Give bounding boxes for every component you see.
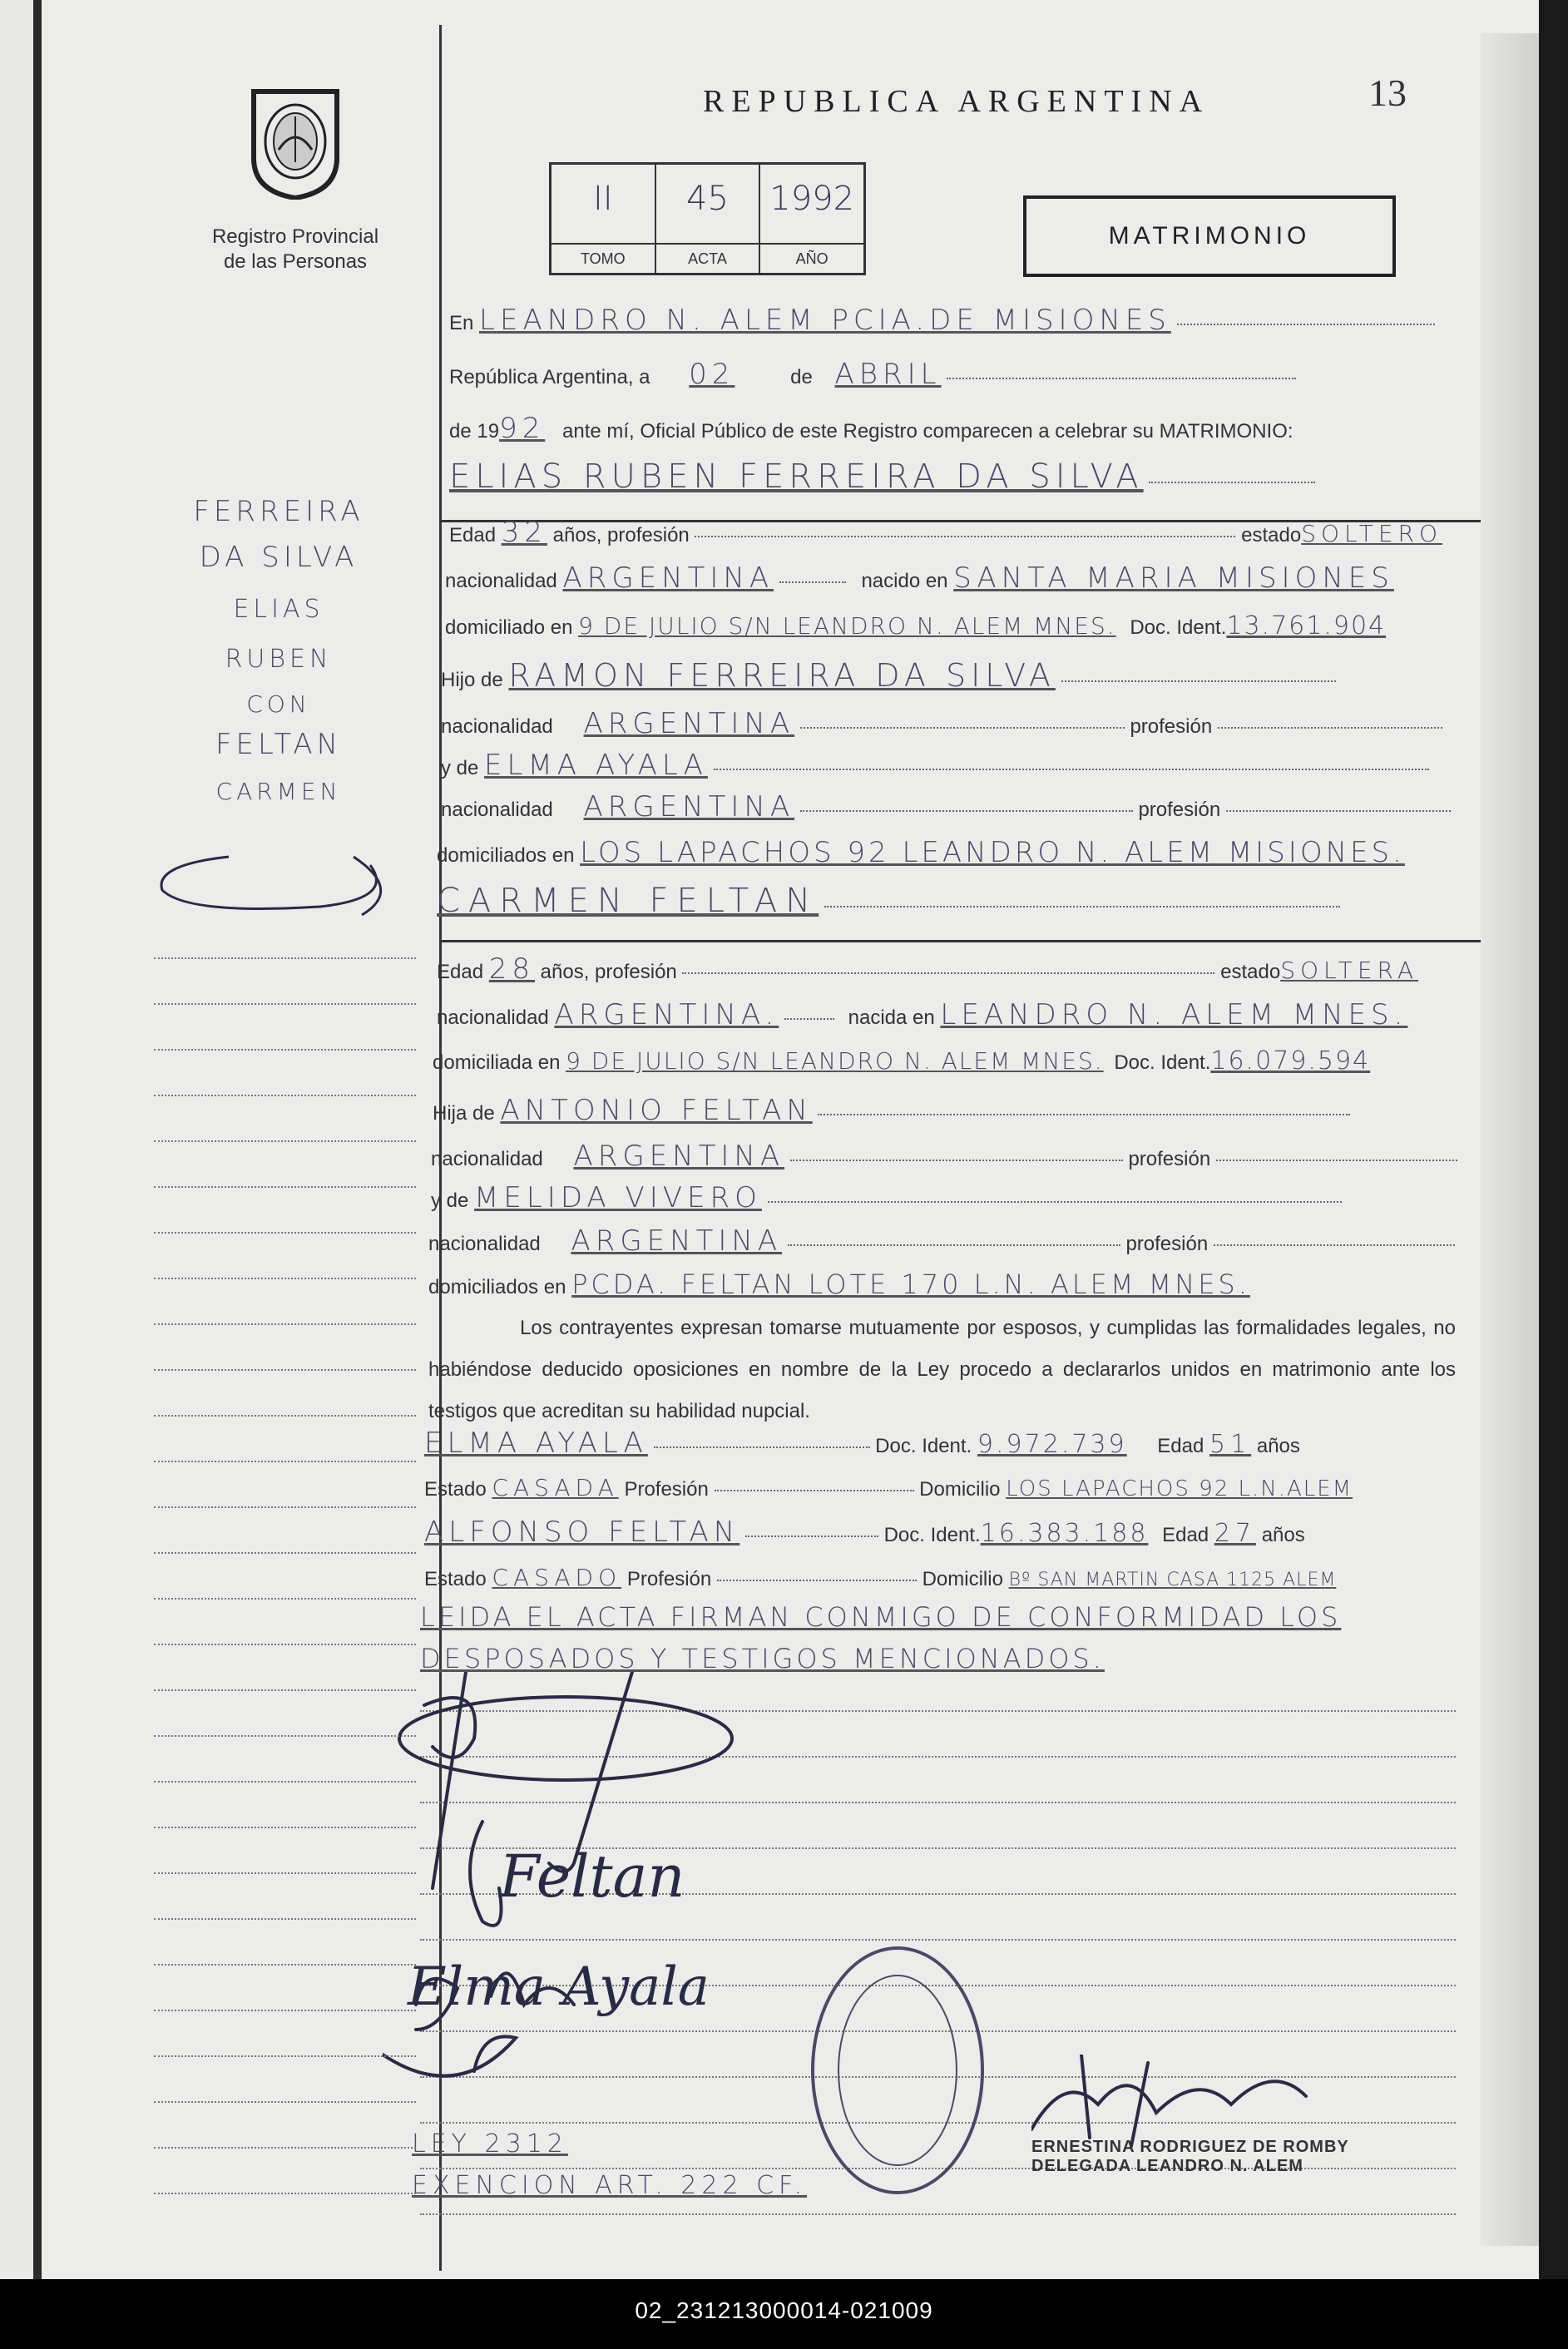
bride-father-nac: ARGENTINA (573, 1140, 785, 1173)
b-profesion-label-2: profesión (1125, 1233, 1209, 1255)
groom-parents-dom: LOS LAPACHOS 92 LEANDRO N. ALEM MISIONES. (580, 836, 1405, 869)
witness1-edad: 51 (1209, 1430, 1252, 1459)
doc-label: Doc. Ident. (1130, 616, 1227, 639)
year-suffix: 92 (499, 412, 546, 445)
bride-doc: 16.079.594 (1210, 1046, 1371, 1076)
de19-label: de 19 (449, 420, 500, 443)
groom-nac: ARGENTINA (562, 561, 774, 595)
w1-domicilio-label: Domicilio (919, 1478, 1001, 1501)
margin-flourish (154, 840, 412, 923)
groom-nac-line (445, 561, 1394, 595)
margin-line: RUBEN (225, 645, 333, 674)
b-domiciliados-label: domiciliados en (428, 1276, 566, 1298)
hija-label: Hija de (433, 1102, 495, 1125)
bride-parents-dom: PCDA. FELTAN LOTE 170 L.N. ALEM MNES. (571, 1268, 1250, 1300)
bride-name: CARMEN FELTAN (437, 882, 819, 920)
act-type-box: MATRIMONIO (1023, 195, 1396, 277)
b-estado-label: estado (1220, 961, 1281, 983)
witness1-domicile: LOS LAPACHOS 92 L.N.ALEM (1006, 1476, 1353, 1501)
w1-anos-label: años (1256, 1435, 1300, 1457)
official-stamp (1031, 2138, 1349, 2176)
b-y-de-label: y de (431, 1189, 469, 1212)
groom-father-nac: ARGENTINA (583, 707, 795, 740)
w2-estado-label: Estado (424, 1568, 487, 1590)
closing-line-2 (420, 1643, 1105, 1674)
witness2-doc: 16.383.188 (980, 1519, 1149, 1548)
witness2-estado: CASADO (492, 1564, 622, 1591)
b-mother-nac-label: nacionalidad (428, 1233, 541, 1255)
b-profesion-label: profesión (1128, 1148, 1211, 1170)
ley-note (412, 2129, 568, 2159)
w1-edad-label: Edad (1157, 1435, 1204, 1457)
en-label: En (449, 312, 474, 334)
ley-text: LEY 2312 (412, 2129, 568, 2159)
groom-doc: 13.761.904 (1226, 611, 1387, 640)
intro-place-line (449, 304, 1435, 337)
profesion-label-2: profesión (1138, 799, 1221, 821)
groom-edad: 32 (501, 516, 547, 549)
bride-mother-line (431, 1181, 1342, 1214)
act-reference-box (549, 162, 866, 275)
w2-domicilio-label: Domicilio (922, 1568, 1003, 1590)
tomo-cell (552, 165, 656, 273)
margin-line: DA SILVA (199, 541, 359, 574)
groom-edad-line (449, 516, 1442, 549)
witness2-name-line (424, 1516, 1305, 1549)
legal-text: Los contrayentes expresan tomarse mutuamente por esposos, y cumplidas las formalidades legales, no habiéndose deducido oposiciones en nombre de la Ley procedo a declararlos unidos en matrimonio ante los testigos que acreditan su habilidad nupcial. (428, 1317, 1456, 1422)
feltan-signature: Feltan (499, 1842, 685, 1911)
witness1-name-line (424, 1427, 1300, 1460)
witness1-name: ELMA AYALA (424, 1427, 648, 1460)
groom-mother: ELMA AYALA (484, 749, 708, 782)
bride-dom-line (433, 1046, 1370, 1076)
mother-nac-label: nacionalidad (441, 799, 553, 821)
dom-label: domiciliado en (445, 616, 573, 639)
book-gutter (33, 0, 42, 2279)
anio-cell (760, 165, 863, 273)
witness2-edad: 27 (1214, 1519, 1257, 1548)
closing-line-1 (420, 1601, 1341, 1633)
country-title: REPUBLICA ARGENTINA (703, 84, 1210, 119)
edad-label: Edad (449, 524, 497, 546)
groom-name-line (449, 457, 1315, 496)
groom-mother-line (441, 749, 1429, 782)
nac-label: nacionalidad (445, 570, 557, 592)
father-nac-label: nacionalidad (441, 715, 553, 738)
acta-cell (656, 165, 761, 273)
groom-name: ELIAS RUBEN FERREIRA DA SILVA (449, 457, 1144, 496)
bride-mother-nac-line (428, 1224, 1455, 1258)
exencion-text: EXENCION ART. 222 CF. (412, 2171, 808, 2200)
page-curl-shadow (1481, 33, 1539, 2246)
w2-doc-label: Doc. Ident. (883, 1524, 981, 1546)
b-doc-label: Doc. Ident. (1114, 1051, 1211, 1074)
groom-estado: SOLTERO (1301, 520, 1443, 547)
w1-estado-label: Estado (424, 1478, 487, 1501)
w2-profesion-label: Profesión (626, 1568, 712, 1590)
bride-domicile: 9 DE JULIO S/N LEANDRO N. ALEM MNES. (566, 1047, 1104, 1075)
witness2-estado-line (424, 1564, 1336, 1591)
profesion-label: profesión (1130, 715, 1213, 738)
provincial-emblem-icon (245, 83, 345, 200)
groom-parents-dom-line (437, 836, 1405, 869)
month-value: ABRIL (834, 358, 942, 391)
tomo-value: II (593, 180, 613, 218)
groom-father: RAMON FERREIRA DA SILVA (508, 657, 1056, 694)
witness1-estado: CASADA (492, 1474, 619, 1501)
bride-mother: MELIDA VIVERO (474, 1181, 762, 1214)
witness2-domicile: Bº SAN MARTIN CASA 1125 ALEM (1008, 1570, 1337, 1590)
previous-page-edge (0, 0, 33, 2279)
republica-label: República Argentina, a (449, 366, 650, 388)
w1-doc-label: Doc. Ident. (875, 1435, 972, 1457)
anos-profesion-label: años, profesión (552, 524, 690, 546)
groom-domicile: 9 DE JULIO S/N LEANDRO N. ALEM MNES. (578, 612, 1116, 640)
intro-year-line (449, 412, 1293, 445)
acta-label: ACTA (656, 243, 759, 273)
agency-line-1: Registro Provincial (211, 225, 379, 248)
b-anos-profesion-label: años, profesión (540, 961, 677, 983)
w2-anos-label: años (1261, 1524, 1305, 1546)
signatures-drawing (383, 1672, 749, 2104)
domiciliados-label: domiciliados en (437, 844, 575, 867)
closing-text-1: LEIDA EL ACTA FIRMAN CONMIGO DE CONFORMIDAD LOS (420, 1601, 1342, 1633)
exencion-note (412, 2171, 807, 2200)
day-value: 02 (689, 358, 735, 391)
bride-mother-nac: ARGENTINA (571, 1224, 783, 1258)
margin-line: FELTAN (215, 728, 343, 761)
bride-edad: 28 (488, 952, 535, 986)
estado-label: estado (1241, 524, 1302, 546)
groom-father-line (441, 657, 1336, 694)
witness1-estado-line (424, 1474, 1353, 1501)
groom-birthplace: SANTA MARIA MISIONES (953, 561, 1394, 595)
nacida-label: nacida en (848, 1006, 935, 1029)
bride-father-nac-line (431, 1140, 1457, 1173)
acta-value: 45 (686, 180, 729, 218)
agency-line-2: de las Personas (223, 250, 368, 273)
intro-date-line (449, 358, 1296, 391)
bride-name-line (437, 882, 1340, 920)
witness1-doc: 9.972.739 (977, 1430, 1127, 1459)
ante-text: ante mí, Oficial Público de este Registro comparecen a celebrar su MATRIMONIO: (562, 420, 1293, 443)
bride-father-line (433, 1094, 1350, 1127)
b-edad-label: Edad (437, 961, 484, 983)
section-separator-2 (441, 940, 1481, 942)
official-name: ERNESTINA RODRIGUEZ DE ROMBY (1031, 2138, 1349, 2156)
bride-estado: SOLTERA (1280, 957, 1419, 984)
place-value: LEANDRO N. ALEM PCIA.DE MISIONES (479, 304, 1171, 337)
agency-name (166, 225, 424, 274)
official-seal-icon (811, 1946, 984, 2194)
bride-birthplace: LEANDRO N. ALEM MNES. (940, 998, 1408, 1031)
tomo-label: TOMO (552, 243, 655, 273)
hijo-label: Hijo de (441, 669, 503, 691)
bride-edad-line (437, 952, 1418, 986)
anio-label: AÑO (760, 243, 863, 273)
closing-text-2: DESPOSADOS Y TESTIGOS MENCIONADOS. (420, 1643, 1105, 1674)
b-father-nac-label: nacionalidad (431, 1148, 543, 1170)
margin-line: ELIAS (233, 595, 324, 624)
bride-parents-dom-line (428, 1268, 1250, 1300)
bride-father: ANTONIO FELTAN (500, 1094, 813, 1127)
image-caption: 02_231213000014-021009 (635, 2297, 933, 2323)
anio-value: 1992 (769, 180, 855, 218)
margin-line: CARMEN (215, 778, 342, 805)
groom-father-nac-line (441, 707, 1442, 740)
bride-nac: ARGENTINA. (554, 998, 779, 1031)
witness2-name: ALFONSO FELTAN (424, 1516, 740, 1549)
page-number: 13 (1368, 72, 1407, 114)
groom-mother-nac-line (441, 790, 1451, 823)
y-de-label: y de (441, 757, 479, 779)
b-nac-label: nacionalidad (437, 1006, 549, 1029)
official-title: DELEGADA LEANDRO N. ALEM (1031, 2157, 1303, 2175)
margin-line: FERREIRA (193, 495, 364, 528)
groom-mother-nac: ARGENTINA (583, 790, 795, 823)
groom-dom-line (445, 611, 1386, 640)
de-label: de (790, 366, 813, 388)
margin-line: CON (246, 690, 311, 718)
ayala-signature: Elma Ayala (408, 1956, 710, 2018)
w2-edad-label: Edad (1162, 1524, 1209, 1546)
w1-profesion-label: Profesión (624, 1478, 709, 1501)
bride-nac-line (437, 998, 1407, 1031)
nacido-label: nacido en (861, 570, 948, 592)
b-dom-label: domiciliada en (433, 1051, 561, 1074)
